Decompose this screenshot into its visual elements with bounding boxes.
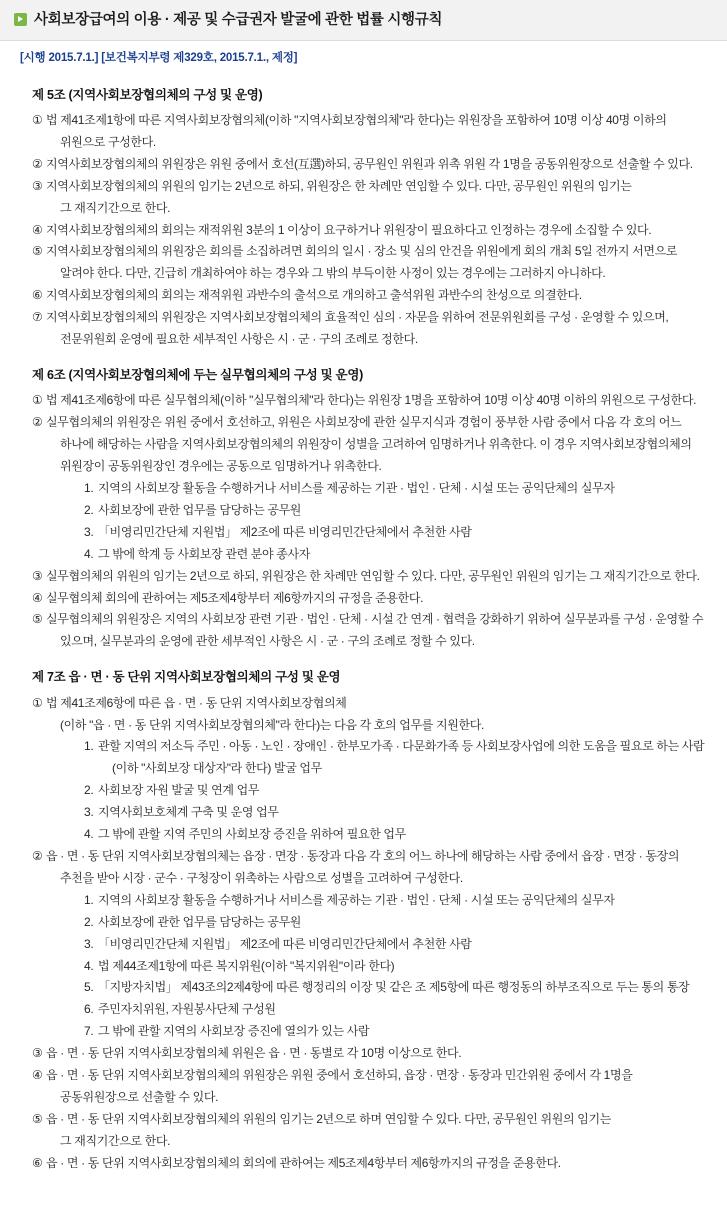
clause-marker: ⑤ bbox=[32, 1111, 43, 1126]
continuation-line: (이하 "사회보장 대상자"라 한다) 발굴 업무 bbox=[112, 761, 322, 776]
clause-marker: 2. bbox=[84, 914, 94, 929]
clause-paragraph bbox=[16, 1154, 711, 1174]
clause-text: 주민자치위원, 자원봉사단체 구성원 bbox=[98, 1002, 276, 1017]
clause-text: 사회보장에 관한 업무를 담당하는 공무원 bbox=[98, 502, 302, 517]
clause-text: 읍 · 면 · 동 단위 지역사회보장협의체의 위원장은 위원 중에서 호선하되, 읍장 · 면장 · 동장과 민간위원 중에서 각 1명을 bbox=[46, 1068, 633, 1083]
clause-text: 읍 · 면 · 동 단위 지역사회보장협의체 위원은 읍 · 면 · 동별로 각 10명 이상으로 한다. bbox=[46, 1046, 462, 1061]
clause-marker: ③ bbox=[32, 1046, 43, 1061]
clause-paragraph bbox=[16, 694, 711, 714]
clause-marker: ⑦ bbox=[32, 310, 43, 325]
clause-marker: 2. bbox=[84, 783, 94, 798]
sub-item-paragraph bbox=[16, 913, 711, 933]
clause-paragraph bbox=[16, 391, 711, 411]
clause-paragraph bbox=[16, 1044, 711, 1064]
clause-marker: 1. bbox=[84, 892, 94, 907]
article-section bbox=[16, 366, 711, 652]
continuation-line: 공동위원장으로 선출할 수 있다. bbox=[60, 1089, 219, 1104]
clause-text: 그 밖에 학계 등 사회보장 관련 분야 종사자 bbox=[98, 546, 311, 561]
clause-marker: 6. bbox=[84, 1002, 94, 1017]
clause-text: 읍 · 면 · 동 단위 지역사회보장협의체의 위원의 임기는 2년으로 하며 연임할 수 있다. 다만, 공무원인 위원의 임기는 bbox=[46, 1111, 611, 1126]
continuation-line: 그 재직기간으로 한다. bbox=[60, 200, 171, 215]
clause-text: 「비영리민간단체 지원법」 제2조에 따른 비영리민간단체에서 추천한 사람 bbox=[98, 524, 472, 539]
clause-text: 법 제41조제6항에 따른 읍 · 면 · 동 단위 지역사회보장협의체 bbox=[46, 695, 347, 710]
page-title: 사회보장급여의 이용 · 제공 및 수급권자 발굴에 관한 법률 시행규칙 bbox=[34, 12, 443, 28]
sub-item-paragraph bbox=[16, 781, 711, 801]
clause-paragraph bbox=[16, 111, 711, 131]
clause-marker: ④ bbox=[32, 222, 43, 237]
article-section bbox=[16, 86, 711, 350]
clause-paragraph bbox=[16, 413, 711, 433]
document-header bbox=[0, 0, 727, 41]
clause-marker: ② bbox=[32, 156, 43, 171]
continuation-line: 하나에 해당하는 사람을 지역사회보장협의체의 위원장이 성별을 고려하여 임명하거나 위촉한다. 이 경우 지역사회보장협의체의 bbox=[60, 437, 692, 452]
continuation-line: 있으며, 실무분과의 운영에 관한 세부적인 사항은 시 · 군 · 구의 조례로 정할 수 있다. bbox=[60, 634, 475, 649]
clause-text: 사회보장에 관한 업무를 담당하는 공무원 bbox=[98, 914, 302, 929]
sub-item-paragraph bbox=[16, 978, 711, 998]
clause-paragraph bbox=[16, 177, 711, 197]
sub-item-paragraph bbox=[16, 1000, 711, 1020]
green-arrow-icon bbox=[14, 13, 27, 26]
clause-paragraph bbox=[16, 308, 711, 328]
clause-marker: 4. bbox=[84, 827, 94, 842]
clause-paragraph bbox=[16, 610, 711, 630]
clause-text: 실무협의체의 위원장은 지역의 사회보장 관련 기관 · 법인 · 단체 · 시설 간 연계 · 협력을 강화하기 위하여 실무분과를 구성 · 운영할 수 bbox=[46, 612, 704, 627]
continuation-line: 추천을 받아 시장 · 군수 · 구청장이 위촉하는 사람으로 성별을 고려하여 구성한다. bbox=[60, 870, 463, 885]
document-enforcement-info: [시행 2015.7.1.] [보건복지부령 제329호, 2015.7.1., 제정] bbox=[20, 51, 298, 64]
continuation-line: 위원으로 구성한다. bbox=[60, 134, 156, 149]
clause-text: 그 밖에 관할 지역의 사회보장 증진에 열의가 있는 사람 bbox=[98, 1024, 370, 1039]
clause-marker: ② bbox=[32, 848, 43, 863]
clause-text: 실무협의체의 위원의 임기는 2년으로 하되, 위원장은 한 차례만 연임할 수 있다. 다만, 공무원인 위원의 임기는 그 재직기간으로 한다. bbox=[46, 568, 700, 583]
clause-marker: ① bbox=[32, 695, 43, 710]
sub-item-paragraph bbox=[16, 957, 711, 977]
clause-marker: ③ bbox=[32, 178, 43, 193]
clause-marker: 3. bbox=[84, 524, 94, 539]
clause-paragraph bbox=[16, 242, 711, 262]
clause-text: 지역사회보장협의체의 위원장은 지역사회보장협의체의 효율적인 심의 · 자문을 위하여 전문위원회를 구성 · 운영할 수 있으며, bbox=[46, 310, 669, 325]
clause-text: 지역사회보장협의체의 위원장은 회의를 소집하려면 회의의 일시 · 장소 및 심의 안건을 위원에게 회의 개최 5일 전까지 서면으로 bbox=[46, 244, 678, 259]
clause-text: 실무협의체의 위원장은 위원 중에서 호선하고, 위원은 사회보장에 관한 실무지식과 경험이 풍부한 사람 중에서 다음 각 호의 어느 bbox=[46, 415, 682, 430]
clause-marker: 1. bbox=[84, 739, 94, 754]
clause-marker: ④ bbox=[32, 1068, 43, 1083]
clause-marker: 5. bbox=[84, 980, 94, 995]
article-section bbox=[16, 668, 711, 1173]
clause-marker: 7. bbox=[84, 1024, 94, 1039]
document-body bbox=[0, 72, 727, 1174]
clause-text: 지역사회보호체계 구축 및 운영 업무 bbox=[98, 805, 279, 820]
continuation-line: (이하 "읍 · 면 · 동 단위 지역사회보장협의체"라 한다)는 다음 각 호의 업무를 지원한다. bbox=[60, 717, 484, 732]
clause-paragraph bbox=[16, 1110, 711, 1130]
sub-item-paragraph bbox=[16, 1022, 711, 1042]
sub-item-paragraph bbox=[16, 737, 711, 757]
clause-text: 지역사회보장협의체의 회의는 재적위원 3분의 1 이상이 요구하거나 위원장이 필요하다고 인정하는 경우에 소집할 수 있다. bbox=[46, 222, 652, 237]
clause-paragraph bbox=[16, 286, 711, 306]
clause-text: 법 제41조제6항에 따른 실무협의체(이하 "실무협의체"라 한다)는 위원장 1명을 포함하여 10명 이상 40명 이하의 위원으로 구성한다. bbox=[46, 393, 697, 408]
clause-paragraph bbox=[16, 221, 711, 241]
clause-marker: ① bbox=[32, 393, 43, 408]
clause-paragraph bbox=[16, 155, 711, 175]
clause-text: 읍 · 면 · 동 단위 지역사회보장협의체는 읍장 · 면장 · 동장과 다음 각 호의 어느 하나에 해당하는 사람 중에서 읍장 · 면장 · 동장의 bbox=[46, 848, 680, 863]
article-list bbox=[16, 86, 711, 1174]
clause-marker: ⑥ bbox=[32, 288, 43, 303]
clause-paragraph bbox=[16, 589, 711, 609]
clause-marker: ⑤ bbox=[32, 244, 43, 259]
clause-marker: 3. bbox=[84, 805, 94, 820]
sub-item-paragraph bbox=[16, 479, 711, 499]
clause-text: 「지방자치법」 제43조의2제4항에 따른 행정리의 이장 및 같은 조 제5항에 따른 행정동의 하부조직으로 두는 통의 통장 bbox=[98, 980, 690, 995]
clause-paragraph bbox=[16, 1066, 711, 1086]
clause-text: 법 제41조제1항에 따른 지역사회보장협의체(이하 "지역사회보장협의체"라 한다)는 위원장을 포함하여 10명 이상 40명 이하의 bbox=[46, 113, 667, 128]
clause-marker: ④ bbox=[32, 590, 43, 605]
clause-text: 관할 지역의 저소득 주민 · 아동 · 노인 · 장애인 · 한부모가족 · 다문화가족 등 사회보장사업에 의한 도움을 필요로 하는 사람 bbox=[98, 739, 705, 754]
sub-item-paragraph bbox=[16, 501, 711, 521]
continuation-line: 알려야 한다. 다만, 긴급히 개최하여야 하는 경우와 그 밖의 부득이한 사정이 있는 경우에는 그러하지 아니하다. bbox=[60, 266, 606, 281]
clause-marker: 2. bbox=[84, 502, 94, 517]
sub-item-paragraph bbox=[16, 545, 711, 565]
clause-text: 지역사회보장협의체의 위원장은 위원 중에서 호선(互選)하되, 공무원인 위원과 위촉 위원 각 1명을 공동위원장으로 선출할 수 있다. bbox=[46, 156, 693, 171]
clause-marker: 4. bbox=[84, 958, 94, 973]
clause-text: 지역사회보장협의체의 회의는 재적위원 과반수의 출석으로 개의하고 출석위원 과반수의 찬성으로 의결한다. bbox=[46, 288, 582, 303]
clause-text: 지역의 사회보장 활동을 수행하거나 서비스를 제공하는 기관 · 법인 · 단체 · 시설 또는 공익단체의 실무자 bbox=[98, 481, 615, 495]
article-title: 제 6조 (지역사회보장협의체에 두는 실무협의체의 구성 및 운영) bbox=[32, 368, 363, 382]
clause-marker: ① bbox=[32, 113, 43, 128]
clause-marker: 1. bbox=[84, 481, 94, 495]
clause-text: 그 밖에 관할 지역 주민의 사회보장 증진을 위하여 필요한 업무 bbox=[98, 827, 406, 842]
clause-text: 읍 · 면 · 동 단위 지역사회보장협의체의 회의에 관하여는 제5조제4항부터 제6항까지의 규정을 준용한다. bbox=[46, 1155, 561, 1170]
continuation-line: 전문위원회 운영에 필요한 세부적인 사항은 시 · 군 · 구의 조례로 정한다. bbox=[60, 332, 418, 347]
sub-item-paragraph bbox=[16, 803, 711, 823]
clause-text: 지역사회보장협의체의 위원의 임기는 2년으로 하되, 위원장은 한 차례만 연임할 수 있다. 다만, 공무원인 위원의 임기는 bbox=[46, 178, 632, 193]
continuation-line: 그 재직기간으로 한다. bbox=[60, 1133, 171, 1148]
clause-marker: ② bbox=[32, 415, 43, 430]
sub-item-paragraph bbox=[16, 523, 711, 543]
clause-text: 실무협의체 회의에 관하여는 제5조제4항부터 제6항까지의 규정을 준용한다. bbox=[46, 590, 424, 605]
sub-item-paragraph bbox=[16, 825, 711, 845]
clause-text: 사회보장 자원 발굴 및 연계 업무 bbox=[98, 783, 260, 798]
clause-text: 「비영리민간단체 지원법」 제2조에 따른 비영리민간단체에서 추천한 사람 bbox=[98, 936, 472, 951]
clause-text: 법 제44조제1항에 따른 복지위원(이하 "복지위원"이라 한다) bbox=[98, 958, 395, 973]
continuation-line: 위원장이 공동위원장인 경우에는 공동으로 임명하거나 위촉한다. bbox=[60, 459, 382, 474]
clause-paragraph bbox=[16, 567, 711, 587]
clause-marker: 4. bbox=[84, 546, 94, 561]
sub-item-paragraph bbox=[16, 891, 711, 911]
clause-marker: ⑤ bbox=[32, 612, 43, 627]
clause-marker: ⑥ bbox=[32, 1155, 43, 1170]
article-title: 제 5조 (지역사회보장협의체의 구성 및 운영) bbox=[32, 87, 263, 102]
sub-item-paragraph bbox=[16, 935, 711, 955]
clause-marker: ③ bbox=[32, 568, 43, 583]
clause-text: 지역의 사회보장 활동을 수행하거나 서비스를 제공하는 기관 · 법인 · 단체 · 시설 또는 공익단체의 실무자 bbox=[98, 892, 615, 907]
article-title: 제 7조 읍 · 면 · 동 단위 지역사회보장협의체의 구성 및 운영 bbox=[32, 670, 341, 685]
clause-marker: 3. bbox=[84, 936, 94, 951]
clause-paragraph bbox=[16, 847, 711, 867]
